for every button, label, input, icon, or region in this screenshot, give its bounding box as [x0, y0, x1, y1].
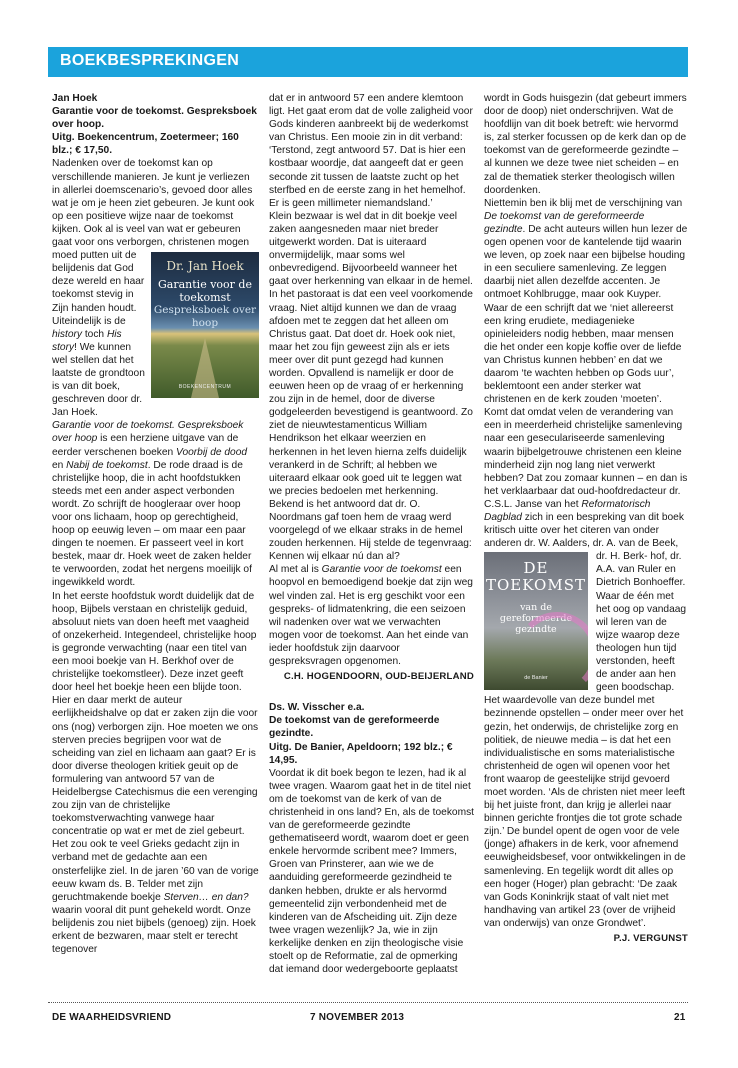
- column-3: [484, 92, 688, 945]
- cover2-publisher: de Banier: [524, 675, 548, 682]
- review2-reviewer: P.J. VERGUNST: [613, 933, 688, 944]
- review2-publisher: Uitg. De Banier, Apeldoorn; 192 blz.; € 14,95.: [269, 741, 453, 766]
- cover1-title: Garantie voor de toekomst: [158, 278, 252, 305]
- cover1-author: Dr. Jan Hoek: [166, 259, 244, 274]
- section-banner: [48, 47, 688, 77]
- review2-body: Voordat ik dit boek begon te lezen, had ik al twee vragen. Waarom gaat het in de titel niet om de toekomst van de kerk of van de christenheid in ons land? En, als de toekomst van de gereformeerde gezindte gethematiseerd wordt, waarom doet er geen enkele hervormde scribent mee? Immers, Groen van Prinsterer, aan wie we de aanduiding gereformeerde gezindheid te danken hebben, drukte er als hervormd gemeentelid zijn verbondenheid met de kinderen van de Afscheiding uit. Zijn deze twee vragen wezenlijk? Ja, wie in zijn kerkelijke denken en zijn theologische visie stoelt op de Reformatie, zal de opmerking dat iemand door wedergeboorte geplaatst: [269, 767, 475, 976]
- book-cover-de-toekomst: [484, 552, 588, 690]
- review2-title: De toekomst van de gereformeerde gezindte.: [269, 715, 440, 740]
- review1-body-cont: dat er in antwoord 57 een andere klemtoon ligt. Het gaat erom dat de volle zaligheid voor Gods kinderen aanbreekt bij de wederkomst van Christus. Een mooie zin in dit verband: ‘Terstond, zegt antwoord 57. Dat is hier een kostbaar woordje, dat aangeeft dat er geen seconde zit tussen de laatste zucht op het sterfbed en de eerste zang in het hemelhof. Er is geen millimeter niemandsland.’ Klein bezwaar is wel dat in dit boekje veel zaken aangesneden maar niet breder uitgewerkt worden. Dat is uiteraard onvermijdelijk, maar soms wel onbevredigend. Bijvoorbeeld wanneer het gaat over herkenning van elkaar in de hemel. In het pastoraat is dat een veel voorkomende vraag. Niet altijd kunnen we dan de vraag afdoen met te zeggen dat het alleen om Christus gaat. Dat doet dr. Hoek ook niet, maar het zou fijn geweest zijn als er iets meer over dit punt gezegd had kunnen worden. Opvallend is namelijk er door de eeuwen heen op de vraag of er herkenning zou zijn in de hemel, door de diverse godgeleerden bevestigend is geantwoord. Zo ziet de nieuwtestamenticus William Hendrikson het elkaar weerzien en herkennen in het leven hierna zelfs duidelijk verankerd in de Schrift; al hebben we uiteraard elkaar ook goed uit te leggen wat we precies bedoelen met herkenning. Bekend is het antwoord dat dr. O. Noordmans gaf toen hem de vraag werd voorgelegd of we elkaar straks in de hemel zouden herkennen. Hij stelde de tegenvraag: Kennen wij elkaar nú dan al? Al met al is Garantie voor de toekomst een hoopvol en bemoedigend boekje dat zijn weg wel vinden zal. Het is erg geschikt voor een gespreks- of lidmatenkring, die een seizoen wil nadenken over wat we verwachten mogen voor de toekomst. Aan het einde van ieder hoofdstuk zijn daarvoor gespreksvragen opgenomen.: [269, 93, 473, 668]
- footer-magazine: DE WAARHEIDSVRIEND: [52, 1012, 172, 1023]
- review1-reviewer: C.H. HOGENDOORN, OUD-BEIJERLAND: [283, 671, 474, 683]
- footer-divider: [48, 1002, 688, 1003]
- review1-publisher: Uitg. Boekencentrum, Zoetermeer; 160 blz.; € 17,50.: [52, 132, 239, 157]
- section-title: BOEKBESPREKINGEN: [60, 52, 240, 69]
- review1-title: Garantie voor de toekomst. Gespreksboek over hoop.: [52, 106, 257, 131]
- cover2-subtitle: van de gereformeerde gezindte: [499, 602, 573, 636]
- column-1: [52, 92, 259, 956]
- review2-author: Ds. W. Visscher e.a.: [269, 702, 365, 714]
- footer-page-number: 21: [674, 1012, 686, 1023]
- cover1-subtitle: Gespreksboek over hoop: [153, 304, 257, 329]
- review1-author: Jan Hoek: [52, 93, 98, 104]
- book-cover-garantie: [151, 252, 259, 398]
- footer-date: 7 NOVEMBER 2013: [310, 1012, 405, 1023]
- column-2: [269, 92, 474, 976]
- review2-body-cont: wordt in Gods huisgezin (dat gebeurt immers door de doop) niet onderschrijven. Wat de hoofdlijn van dit boek betreft: wie hervormd is, zal sterker focussen op de kerk dan op de toekomst van de gereformeerde gezindte – al kunnen we deze twee niet scheiden – en zal de thematiek sterker theologisch willen doordenken. Niettemin ben ik blij met de verschijning van De toekomst van de gereformeerde gezindte. De acht auteurs willen hun lezer de ogen openen voor de kantelende tijd waarin we leven, op zoek naar een bijbelse houding in een seculiere samenleving. Ze leggen daarbij niet allen dezelfde accenten. Je ontmoet Kohlbrugge, maar ook Kuyper. Waar de een schrijft dat we ‘niet allereerst een kring erudiete, mediagenieke opinieleiders nodig hebben, maar mensen die het onder een kopje koffie over de liefde van Christus kunnen hebben’ en dat we daarom ‘te wachten hebben op Gods uur’, beklemtoont een ander sterker wat christenen en de kerk zouden ‘moeten’. Komt dat omdat velen de verandering van een in meerderheid christelijke samenleving naar een geseculariseerde samenleving waarin bijbelgetrouwe christenen een kleine minderheid zijn nog lang niet verwerkt hebben? Dat zou zomaar kunnen – en dan is het verklaarbaar dat oud-hoofdredacteur dr. C.S.L. Janse van het Reformatorisch Dagblad zich in een bespreking van dit boek kritisch uitte over het citeren van onder anderen dr. W. Aalders, dr. A. van de Beek, dr. H. Berk- DE TOEKOMST van de gereformeerde gezindte de Banier hof, dr. A.A. van Ruler en Dietrich Bonhoeffer. Waar de één met het oog op vandaag wil leren van de wijze waarop deze theologen hun tijd verstonden, heeft de ander aan hen geen boodschap. Het waardevolle van deze bundel met bezinnende opstellen – onder meer over het gezin, het onderwijs, de christelijke zorg en politiek, de nieuwe media – is dat het een individualistische en soms materialistische christenheid de ogen wil openen voor het front waarop de geestelijke strijd gevoerd moet worden. ‘Als de christen niet meer leeft bij het juiste front, dan krijg je allerlei naar binnen gerichte frontjes die tot grote schade zijn.’ De bundel opent de ogen voor de vele (jonge) afhakers in de kerk, voor afnemend eeuwigheidsbesef, voor ontwikkelingen in de samenleving. En tegelijk wordt dit alles op een hoger (Hoger) plan gebracht: ‘De zaak van Gods Koninkrijk staat of valt niet met handhaving van artikel 23 (over de vrijheid van onderwijs) van onze Grondwet’.: [484, 93, 688, 929]
- review1-body: Nadenken over de toekomst kan op verschillende manieren. Je kunt je verliezen in allerlei doemscenario’s, gevoed door alles wat je om je heen ziet gebeuren. Je kunt ook op een positieve wijze naar de toekomst kijken. Ook al is veel van wat er gebeuren gaat voor ons verborgen, christenen Dr. Jan Hoek Garantie voor de toekomst Gespreksboek over hoop BOEKENCENTRUM mogen moed putten uit de belijdenis dat God deze wereld en haar toekomst stevig in Zijn handen houdt. Uiteindelijk is de history toch His story! We kunnen wel stellen dat het laatste de grondtoon is van dit boek, geschreven door dr. Jan Hoek. Garantie voor de toekomst. Gespreksboek over hoop is een herziene uitgave van de eerder verschenen boeken Voorbij de dood en Nabij de toekomst. De rode draad is de christelijke hoop, die in acht hoofdstukken steeds met een ander aspect verbonden wordt. Zo schrijft de hoogleraar over hoop voor ons lichaam, hoop op gerechtigheid, hoop op eeuwig leven – om maar een paar dingen te noemen. Er passeert veel in kort bestek, maar dr. Hoek weet de zaken helder te verwoorden, zodat het nergens moeilijk of ingewikkeld wordt. In het eerste hoofdstuk wordt duidelijk dat de hoop, Bijbels verstaan en christelijk geduid, absoluut niets van doen heeft met vaagheid of onzekerheid. Integendeel, christelijke hoop is gegronde verwachting (naar een titel van een mooi boekje van H. Berkhof over de christelijke toekomstleer). Deze inzet geeft door heel het boekje heen een blijde toon. Hier en daar merkt de auteur eerlijkheidshalve op dat er zaken zijn die voor ons (nog) verborgen zijn. Hoe moeten we ons sterven precies begrijpen voor wat de scheiding van ziel en lichaam aan gaat? Er is door diverse theologen kritiek geuit op de formulering van antwoord 57 van de Heidelbergse Catechismus die een verenging zou zijn van de christelijke toekomstverwachting vanwege haar concentratie op wat er met de ziel gebeurt. Het zou ook te veel Grieks gedacht zijn in verband met de gedachte aan een onsterfelijke ziel. In de jaren ’60 van de vorige eeuw kwam ds. B. Telder met zijn geruchtmakende boekje Sterven… en dan? waarin vooral dit punt gehekeld wordt. Onze belijdenis zou niet bijbels (genoeg) zijn. Hoek erkent de bezwaren, maar stelt er terecht tegenover: [52, 158, 259, 956]
- cover1-publisher: BOEKENCENTRUM: [178, 384, 232, 391]
- cover2-title: DE TOEKOMST: [486, 559, 586, 595]
